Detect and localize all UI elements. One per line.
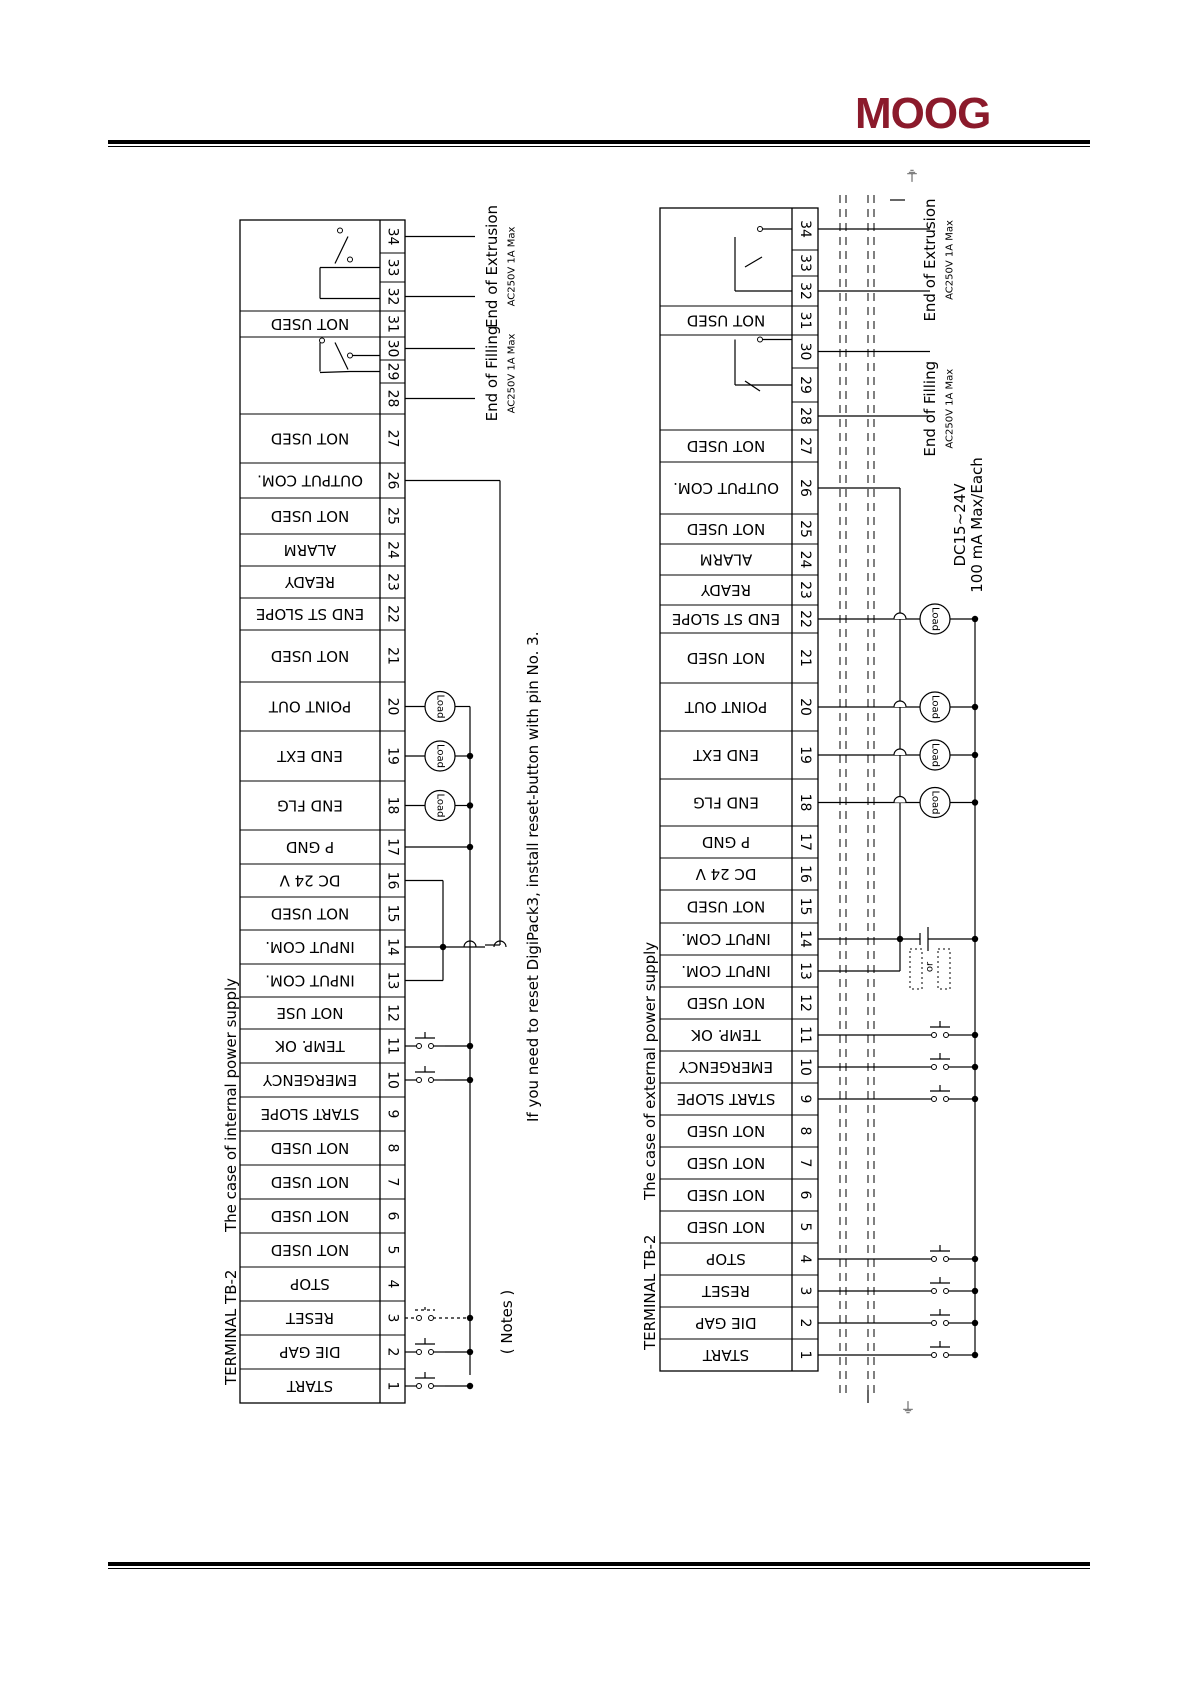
terminal-number: 23 <box>384 573 401 591</box>
terminal-number: 11 <box>797 1026 813 1044</box>
terminal-number: 19 <box>797 746 813 764</box>
terminal-number: 12 <box>384 1004 401 1022</box>
panel-title: The case of external power supply <box>641 941 659 1200</box>
terminal-number: 4 <box>384 1279 401 1289</box>
load-label: Load <box>929 790 941 815</box>
terminal-label: TEMP. OK <box>275 1037 345 1055</box>
terminal-number: 29 <box>384 362 401 381</box>
terminal-label: NOT USED <box>686 311 766 330</box>
terminal-label: STOP <box>706 1250 746 1268</box>
terminal-number: 24 <box>797 550 813 569</box>
terminal-block-label: TERMINAL TB-2 <box>641 1234 659 1350</box>
junction-dot <box>972 1096 978 1102</box>
wire-crossover <box>894 749 906 755</box>
terminal-number: 10 <box>797 1058 813 1076</box>
terminal-label: NOT USED <box>270 1241 350 1259</box>
junction-dot <box>440 944 446 950</box>
terminal-contact <box>932 1289 937 1294</box>
notes-title: ( Notes ) <box>498 1289 516 1355</box>
terminal-label: NOT USED <box>686 994 766 1012</box>
terminal-number: 34 <box>797 220 813 238</box>
terminal-label: DC 24 V <box>279 871 341 890</box>
terminal-number: 15 <box>384 904 401 923</box>
junction-dot <box>467 1077 473 1083</box>
terminal-number: 9 <box>384 1109 401 1119</box>
terminal-label: INPUT COM. <box>681 930 771 948</box>
optional-battery-box <box>938 949 950 989</box>
terminal-number: 6 <box>384 1211 401 1221</box>
terminal-contact <box>758 337 763 342</box>
terminal-label: P GND <box>701 833 751 851</box>
terminal-number: 33 <box>797 254 813 272</box>
terminal-label: END FLG <box>277 796 343 815</box>
terminal-number: 22 <box>384 605 401 623</box>
terminal-label: EMERGENCY <box>262 1071 358 1089</box>
terminal-label: NOT USED <box>270 315 350 333</box>
terminal-number: 6 <box>797 1190 813 1200</box>
terminal-label: INPUT COM. <box>681 962 771 980</box>
junction-dot <box>467 1349 473 1355</box>
relay-rating: AC250V 1A Max <box>944 220 956 300</box>
terminal-number: 31 <box>384 315 401 333</box>
terminal-number: 17 <box>384 838 401 856</box>
terminal-contact <box>417 1078 422 1083</box>
relay-label: End of Extrusion <box>921 198 939 322</box>
terminal-number: 25 <box>384 507 401 525</box>
terminal-number: 5 <box>797 1222 813 1232</box>
terminal-number: 10 <box>384 1071 401 1089</box>
terminal-label: END EXT <box>277 747 343 765</box>
terminal-contact <box>932 1353 937 1358</box>
terminal-contact <box>944 1353 949 1358</box>
terminal-label: END EXT <box>693 746 759 764</box>
relay-rating: AC250V 1A Max <box>506 333 518 414</box>
terminal-number: 13 <box>797 962 813 980</box>
terminal-label: P GND <box>285 838 335 856</box>
terminal-label: POINT OUT <box>268 697 352 716</box>
terminal-label: START <box>286 1377 334 1395</box>
terminal-contact <box>932 1065 937 1070</box>
terminal-label: EMERGENCY <box>678 1058 774 1076</box>
terminal-label: NOT USED <box>270 1139 350 1157</box>
terminal-number: 30 <box>797 342 813 361</box>
junction-dot <box>467 1315 473 1321</box>
terminal-number: 25 <box>797 520 813 538</box>
terminal-label: OUTPUT COM. <box>673 479 779 497</box>
terminal-label: INPUT COM. <box>265 938 355 956</box>
or-label: or <box>924 961 936 973</box>
right-panel-external-supply <box>641 166 986 1417</box>
terminal-number: 23 <box>797 581 813 599</box>
wire-crossover <box>894 613 906 619</box>
junction-dot <box>972 1288 978 1294</box>
terminal-number: 14 <box>797 930 813 948</box>
terminal-contact <box>338 228 343 233</box>
terminal-label: START <box>702 1346 750 1364</box>
load-label: Load <box>434 694 446 719</box>
terminal-number: 2 <box>384 1347 401 1357</box>
terminal-label: ALARM <box>283 541 337 559</box>
terminal-number: 27 <box>797 437 813 455</box>
junction-dot <box>972 1032 978 1038</box>
terminal-number: 30 <box>384 339 401 358</box>
terminal-contact <box>944 1289 949 1294</box>
terminal-number: 12 <box>797 994 813 1012</box>
terminal-label: NOT USED <box>270 429 350 448</box>
terminal-contact <box>932 1097 937 1102</box>
terminal-contact <box>932 1033 937 1038</box>
terminal-label: STOP <box>290 1275 330 1293</box>
terminal-label: NOT USED <box>686 1122 766 1140</box>
terminal-block-label: TERMINAL TB-2 <box>222 1269 240 1385</box>
junction-dot <box>972 1064 978 1070</box>
terminal-contact <box>417 1350 422 1355</box>
terminal-number: 33 <box>384 258 401 277</box>
terminal-number: 3 <box>797 1286 813 1296</box>
left-panel-internal-supply <box>222 205 542 1403</box>
terminal-number: 32 <box>384 287 401 306</box>
terminal-label: END FLG <box>693 793 759 812</box>
terminal-number: 20 <box>797 698 813 716</box>
relay-rating: AC250V 1A Max <box>944 368 956 449</box>
terminal-label: NOT USED <box>270 507 350 525</box>
terminal-contact <box>320 338 325 343</box>
terminal-number: 18 <box>384 796 401 815</box>
terminal-number: 11 <box>384 1037 401 1055</box>
junction-dot <box>467 1043 473 1049</box>
relay-label: End of Filling <box>921 360 939 457</box>
terminal-number: 27 <box>384 429 401 448</box>
terminal-label: RESET <box>701 1282 751 1300</box>
terminal-label: POINT OUT <box>684 698 768 716</box>
terminal-number: 21 <box>384 647 401 665</box>
terminal-label: DIE GAP <box>695 1314 757 1332</box>
terminal-number: 7 <box>384 1177 401 1187</box>
terminal-label: NOT USED <box>270 1173 350 1191</box>
terminal-number: 26 <box>384 471 401 490</box>
terminal-label: RESET <box>285 1309 335 1327</box>
terminal-label: END ST SLOPE <box>671 610 781 628</box>
terminal-contact <box>944 1065 949 1070</box>
terminal-label: NOT USED <box>686 1218 766 1236</box>
terminal-label: NOT USE <box>276 1004 344 1022</box>
terminal-contact <box>944 1033 949 1038</box>
junction-dot <box>972 1320 978 1326</box>
terminal-label: START SLOPE <box>676 1090 776 1108</box>
terminal-label: NOT USED <box>686 1154 766 1172</box>
terminal-contact <box>932 1257 937 1262</box>
terminal-number: 4 <box>797 1254 813 1264</box>
terminal-contact <box>348 257 353 262</box>
terminal-number: 24 <box>384 541 401 559</box>
load-label: Load <box>434 793 446 818</box>
terminal-number: 20 <box>384 697 401 716</box>
terminal-number: 1 <box>797 1350 813 1360</box>
junction-dot <box>972 1256 978 1262</box>
terminal-number: 29 <box>797 376 813 394</box>
terminal-number: 31 <box>797 311 813 330</box>
terminal-number: 32 <box>797 282 813 300</box>
terminal-label: NOT USED <box>270 647 350 665</box>
terminal-contact <box>417 1044 422 1049</box>
ground-icon: ⏚ <box>900 1399 916 1417</box>
load-label: Load <box>434 744 446 768</box>
terminal-number: 16 <box>797 865 813 883</box>
terminal-label: DC 24 V <box>695 865 757 883</box>
terminal-number: 28 <box>797 407 813 425</box>
terminal-contact <box>932 1321 937 1326</box>
terminal-label: NOT USED <box>270 1207 350 1225</box>
terminal-label: READY <box>284 573 336 591</box>
terminal-contact <box>429 1384 434 1389</box>
terminal-label: NOT USED <box>686 437 766 455</box>
terminal-number: 15 <box>797 897 813 916</box>
terminal-number: 5 <box>384 1245 401 1255</box>
terminal-label: TEMP. OK <box>691 1026 761 1044</box>
terminal-number: 21 <box>797 649 813 667</box>
terminal-number: 13 <box>384 971 401 990</box>
ground-icon: ⏚ <box>904 166 920 184</box>
terminal-contact <box>429 1078 434 1083</box>
relay-blade <box>335 237 348 264</box>
terminal-number: 8 <box>384 1143 401 1153</box>
terminal-number: 18 <box>797 793 813 812</box>
relay-arm <box>320 372 350 373</box>
terminal-number: 34 <box>384 227 401 246</box>
terminal-number: 28 <box>384 389 401 408</box>
terminal-number: 14 <box>384 938 401 956</box>
supply-label: DC15~24V <box>951 483 969 567</box>
load-label: Load <box>929 695 941 719</box>
terminal-contact <box>758 227 763 232</box>
terminal-label: INPUT COM. <box>265 971 355 990</box>
terminal-contact <box>417 1316 422 1321</box>
notes-text: If you need to reset DigiPack3, install reset-button with pin No. 3. <box>524 631 542 1122</box>
terminal-label: END ST SLOPE <box>255 605 365 623</box>
terminal-number: 17 <box>797 833 813 851</box>
terminal-number: 1 <box>384 1381 401 1391</box>
terminal-contact <box>944 1321 949 1326</box>
terminal-label: NOT USED <box>686 897 766 916</box>
relay-rating: AC250V 1A Max <box>506 226 518 307</box>
terminal-contact <box>429 1044 434 1049</box>
terminal-contact <box>348 353 353 358</box>
terminal-label: ALARM <box>699 550 753 569</box>
terminal-number: 7 <box>797 1158 813 1168</box>
terminal-label: OUTPUT COM. <box>257 471 363 490</box>
terminal-label: NOT USED <box>686 520 766 538</box>
terminal-label: NOT USED <box>270 904 350 923</box>
supply-rating: 100 mA Max/Each <box>968 457 986 593</box>
relay-blade <box>745 257 762 267</box>
junction-dot <box>972 1352 978 1358</box>
terminal-contact <box>429 1316 434 1321</box>
terminal-label: NOT USED <box>686 1186 766 1204</box>
terminal-number: 19 <box>384 747 401 765</box>
panel-title: The case of internal power supply <box>222 977 240 1232</box>
load-label: Load <box>929 607 941 631</box>
terminal-contact <box>417 1384 422 1389</box>
junction-dot <box>467 1383 473 1389</box>
terminal-label: NOT USED <box>686 649 766 667</box>
relay-label: End of Filling <box>483 325 501 422</box>
terminal-number: 2 <box>797 1318 813 1328</box>
terminal-number: 8 <box>797 1126 813 1136</box>
optional-battery-box <box>910 949 922 989</box>
wire-crossover <box>894 797 906 803</box>
terminal-contact <box>944 1257 949 1262</box>
moog-logo: MOOG <box>855 89 991 138</box>
terminal-label: START SLOPE <box>260 1105 360 1123</box>
relay-blade <box>745 381 760 391</box>
terminal-number: 3 <box>384 1313 401 1323</box>
terminal-label: DIE GAP <box>279 1343 341 1361</box>
terminal-contact <box>944 1097 949 1102</box>
terminal-number: 26 <box>797 479 813 497</box>
relay-blade <box>335 343 348 370</box>
load-label: Load <box>929 743 941 767</box>
relay-label: End of Extrusion <box>483 204 501 329</box>
terminal-number: 9 <box>797 1094 813 1104</box>
terminal-number: 22 <box>797 610 813 628</box>
terminal-label: READY <box>700 581 752 599</box>
wire-crossover <box>894 701 906 707</box>
terminal-contact <box>429 1350 434 1355</box>
junction-dot <box>972 936 978 942</box>
terminal-number: 16 <box>384 871 401 890</box>
